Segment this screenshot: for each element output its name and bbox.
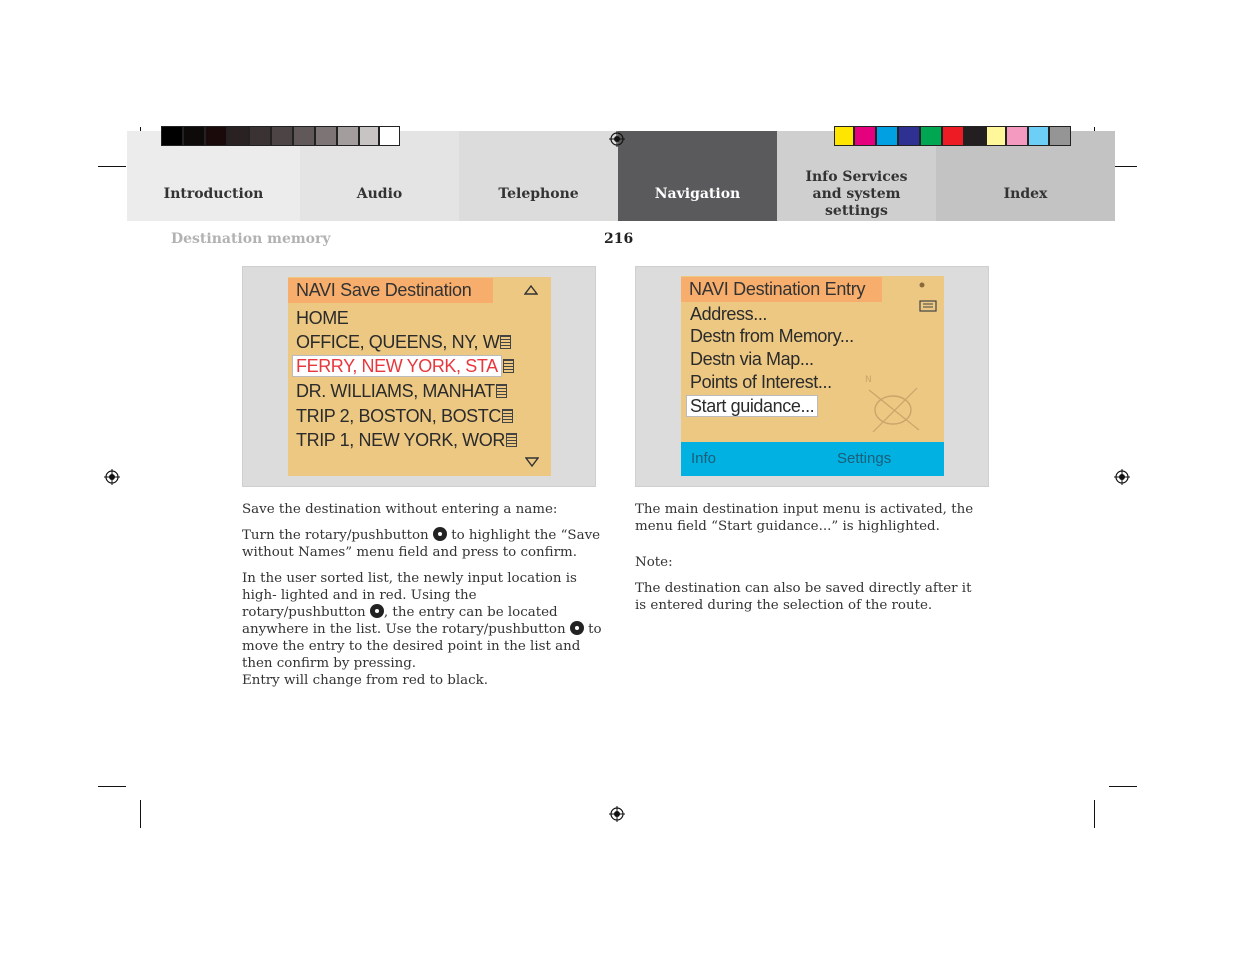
screen-title: NAVI Destination Entry xyxy=(681,277,882,302)
list-item[interactable]: OFFICE, QUEENS, NY, W xyxy=(296,332,511,353)
registration-mark-icon xyxy=(104,469,120,485)
instruction-paragraph: Turn the rotary/pushbutton to highlight the “Save without Names” menu field and press to confirm. xyxy=(242,528,601,560)
registration-mark-icon xyxy=(609,131,625,147)
color-swatch xyxy=(920,126,942,146)
color-swatch xyxy=(834,126,854,146)
gray-swatch xyxy=(205,126,227,146)
color-swatch xyxy=(964,126,986,146)
list-item[interactable]: HOME xyxy=(296,308,349,328)
right-screenshot-panel xyxy=(635,266,989,487)
softkey-info[interactable]: Info xyxy=(691,450,717,467)
scroll-down-icon[interactable] xyxy=(525,457,539,467)
list-item-highlighted[interactable]: FERRY, NEW YORK, STA xyxy=(292,356,514,377)
color-swatch xyxy=(1006,126,1028,146)
softkey-settings[interactable]: Settings xyxy=(837,450,892,467)
color-swatch xyxy=(986,126,1006,146)
crop-mark xyxy=(1109,786,1137,787)
rotary-pushbutton-icon xyxy=(370,604,384,618)
menu-item-destn-from-memory[interactable]: Destn from Memory... xyxy=(690,326,854,346)
card-icon xyxy=(506,433,517,447)
section-title: Destination memory xyxy=(171,231,331,247)
softkey-bar xyxy=(681,442,944,476)
crop-mark xyxy=(1094,800,1095,828)
gray-swatch xyxy=(359,126,379,146)
save-destination-screen xyxy=(288,277,551,476)
card-slot-icon xyxy=(919,300,937,312)
gray-swatch xyxy=(227,126,249,146)
color-swatch xyxy=(854,126,876,146)
card-icon xyxy=(496,384,507,398)
list-item[interactable]: DR. WILLIAMS, MANHAT xyxy=(296,381,507,402)
svg-text:N: N xyxy=(865,375,872,385)
satellite-icon xyxy=(917,280,927,290)
instruction-paragraph: Save the destination without entering a name: xyxy=(242,502,558,517)
gray-swatch xyxy=(183,126,205,146)
page-number: 216 xyxy=(604,231,634,247)
list-item[interactable]: TRIP 2, BOSTON, BOSTC xyxy=(296,406,513,427)
gray-swatch xyxy=(293,126,315,146)
tab-telephone[interactable]: Telephone xyxy=(459,131,618,221)
left-screenshot-panel xyxy=(242,266,596,487)
menu-item-points-of-interest[interactable]: Points of Interest... xyxy=(690,372,832,392)
registration-mark-icon xyxy=(1114,469,1130,485)
crop-mark xyxy=(98,166,126,167)
menu-item-destn-via-map[interactable]: Destn via Map... xyxy=(690,349,814,369)
list-item[interactable]: TRIP 1, NEW YORK, WOR xyxy=(296,430,517,451)
rotary-pushbutton-icon xyxy=(570,621,584,635)
screen-title: NAVI Save Destination xyxy=(288,278,493,303)
registration-mark-icon xyxy=(609,806,625,822)
color-swatch xyxy=(876,126,898,146)
gray-swatch xyxy=(315,126,337,146)
compass-sketch-icon xyxy=(859,368,929,440)
tab-introduction[interactable]: Introduction xyxy=(127,131,300,221)
menu-item-address[interactable]: Address... xyxy=(690,304,768,324)
card-icon xyxy=(500,335,511,349)
note-label: Note: xyxy=(635,555,673,570)
tab-navigation[interactable]: Navigation xyxy=(618,131,777,221)
gray-swatch xyxy=(271,126,293,146)
tab-info-services[interactable]: Info Services and system settings xyxy=(777,131,936,221)
menu-item-start-guidance[interactable]: Start guidance... xyxy=(686,396,818,417)
gray-swatch xyxy=(249,126,271,146)
gray-swatch xyxy=(161,126,183,146)
rotary-pushbutton-icon xyxy=(433,527,447,541)
note-paragraph: The destination can also be saved directly after it is entered during the selection of the route. xyxy=(635,581,972,613)
destination-entry-screen xyxy=(681,276,944,476)
instruction-paragraph: In the user sorted list, the newly input location is high- lighted and in red. Using the rotary/pushbutton , the entry can be located anywhere in the list. Use the rotary/pushbutton to move the entry to the desired point in the list and then confirm by pressing. Entry will change from red to black. xyxy=(242,571,602,688)
description-paragraph: The main destination input menu is activated, the menu field “Start guidance...” is highlighted. xyxy=(635,502,974,534)
gray-swatch xyxy=(337,126,359,146)
card-icon xyxy=(503,359,514,373)
color-swatch xyxy=(1049,126,1071,146)
color-swatch xyxy=(942,126,964,146)
color-swatch xyxy=(898,126,920,146)
color-swatch xyxy=(1028,126,1049,146)
crop-mark xyxy=(140,800,141,828)
tab-audio[interactable]: Audio xyxy=(300,131,459,221)
tab-index[interactable]: Index xyxy=(936,131,1115,221)
gray-swatch xyxy=(379,126,400,146)
scroll-up-icon[interactable] xyxy=(524,285,538,295)
card-icon xyxy=(502,409,513,423)
crop-mark xyxy=(98,786,126,787)
